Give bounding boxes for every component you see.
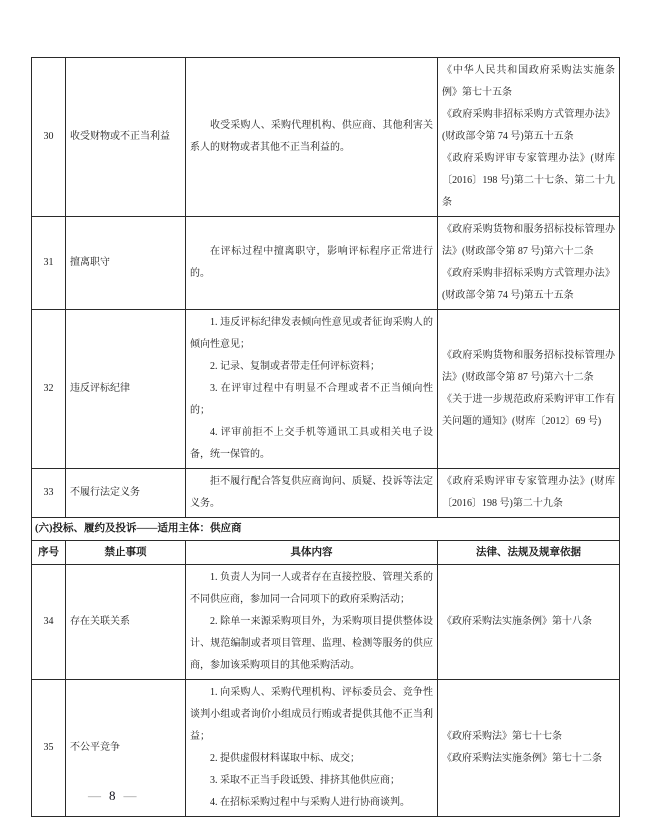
basis-paragraph: 《关于进一步规范政府采购评审工作有关问题的通知》(财库〔2012〕69 号) (442, 394, 615, 427)
basis-paragraph: 《政府采购非招标采购方式管理办法》(财政部令第 74 号)第五十五条 (442, 268, 615, 301)
content-paragraph: 1. 违反评标纪律发表倾向性意见或者征询采购人的倾向性意见； (190, 317, 433, 350)
column-header-no: 序号 (32, 541, 66, 565)
table-row (32, 565, 620, 680)
content-paragraph: 1. 向采购人、采购代理机构、评标委员会、竞争性谈判小组或者询价小组成员行贿或者提供其他不正当利益； (190, 687, 433, 742)
content-cell (186, 469, 438, 518)
row-number: 34 (32, 565, 66, 680)
basis-paragraph: 《政府采购非招标采购方式管理办法》(财政部令第 74 号)第五十五条 (442, 109, 615, 142)
basis-paragraph: 《政府采购法实施条例》第七十二条 (442, 753, 602, 764)
column-header-basis: 法律、法规及规章依据 (438, 541, 620, 565)
section-header: (六)投标、履约及投诉——适用主体：供应商 (32, 518, 620, 541)
column-header-content: 具体内容 (186, 541, 438, 565)
content-paragraph: 拒不履行配合答复供应商询问、质疑、投诉等法定义务。 (190, 476, 433, 509)
section-header-row (32, 518, 620, 541)
content-paragraph: 2. 提供虚假材料谋取中标、成交； (210, 753, 360, 764)
footer-left-dash: — (88, 788, 103, 803)
prohibited-item: 擅离职守 (66, 217, 186, 310)
content-paragraph: 收受采购人、采购代理机构、供应商、其他利害关系人的财物或者其他不正当利益的。 (190, 120, 433, 153)
table-row (32, 310, 620, 469)
table-row (32, 469, 620, 518)
legal-basis-cell (438, 310, 620, 469)
content-cell (186, 310, 438, 469)
content-paragraph: 2. 记录、复制或者带走任何评标资料； (210, 361, 380, 372)
content-paragraph: 在评标过程中擅离职守，影响评标程序正常进行的。 (190, 246, 433, 279)
prohibited-item: 不公平竞争 (66, 680, 186, 817)
page-footer (88, 788, 139, 804)
legal-basis-cell (438, 565, 620, 680)
content-cell (186, 217, 438, 310)
content-paragraph: 4. 在招标采购过程中与采购人进行协商谈判。 (210, 797, 410, 808)
basis-paragraph: 《政府采购评审专家管理办法》(财库〔2016〕198 号)第二十七条、第二十九条 (442, 153, 615, 208)
content-paragraph: 4. 评审前拒不上交手机等通讯工具或相关电子设备，统一保管的。 (190, 427, 433, 460)
basis-paragraph: 《政府采购货物和服务招标投标管理办法》(财政部令第 87 号)第六十二条 (442, 350, 615, 383)
content-paragraph: 3. 采取不正当手段诋毁、排挤其他供应商； (210, 775, 400, 786)
prohibited-item: 收受财物或不正当利益 (66, 58, 186, 217)
content-cell (186, 58, 438, 217)
basis-paragraph: 《政府采购评审专家管理办法》(财库〔2016〕198 号)第二十九条 (442, 476, 615, 509)
page-number: 8 (109, 788, 118, 803)
content-paragraph: 1. 负责人为同一人或者存在直接控股、管理关系的不同供应商，参加同一合同项下的政府采购活动； (190, 572, 433, 605)
prohibited-item: 存在关联关系 (66, 565, 186, 680)
footer-right-dash: — (123, 788, 139, 803)
legal-basis-cell (438, 217, 620, 310)
content-paragraph: 3. 在评审过程中有明显不合理或者不正当倾向性的； (190, 383, 433, 416)
table-row (32, 217, 620, 310)
row-number: 33 (32, 469, 66, 518)
row-number: 32 (32, 310, 66, 469)
basis-paragraph: 《政府采购法实施条例》第十八条 (442, 616, 592, 627)
basis-paragraph: 《政府采购法》第七十七条 (442, 731, 562, 742)
row-number: 30 (32, 58, 66, 217)
legal-basis-cell (438, 680, 620, 817)
content-cell (186, 680, 438, 817)
column-header-item: 禁止事项 (66, 541, 186, 565)
legal-basis-cell (438, 469, 620, 518)
basis-paragraph: 《政府采购货物和服务招标投标管理办法》(财政部令第 87 号)第六十二条 (442, 224, 615, 257)
basis-paragraph: 《中华人民共和国政府采购法实施条例》第七十五条 (442, 65, 615, 98)
column-header-row (32, 541, 620, 565)
content-cell (186, 565, 438, 680)
row-number: 31 (32, 217, 66, 310)
content-paragraph: 2. 除单一来源采购项目外，为采购项目提供整体设计、规范编制或者项目管理、监理、检测等服务的供应商，参加该采购项目的其他采购活动。 (190, 616, 433, 671)
prohibited-item: 违反评标纪律 (66, 310, 186, 469)
table-row (32, 58, 620, 217)
prohibited-item: 不履行法定义务 (66, 469, 186, 518)
legal-basis-cell (438, 58, 620, 217)
row-number: 35 (32, 680, 66, 817)
prohibited-items-table (31, 57, 620, 817)
